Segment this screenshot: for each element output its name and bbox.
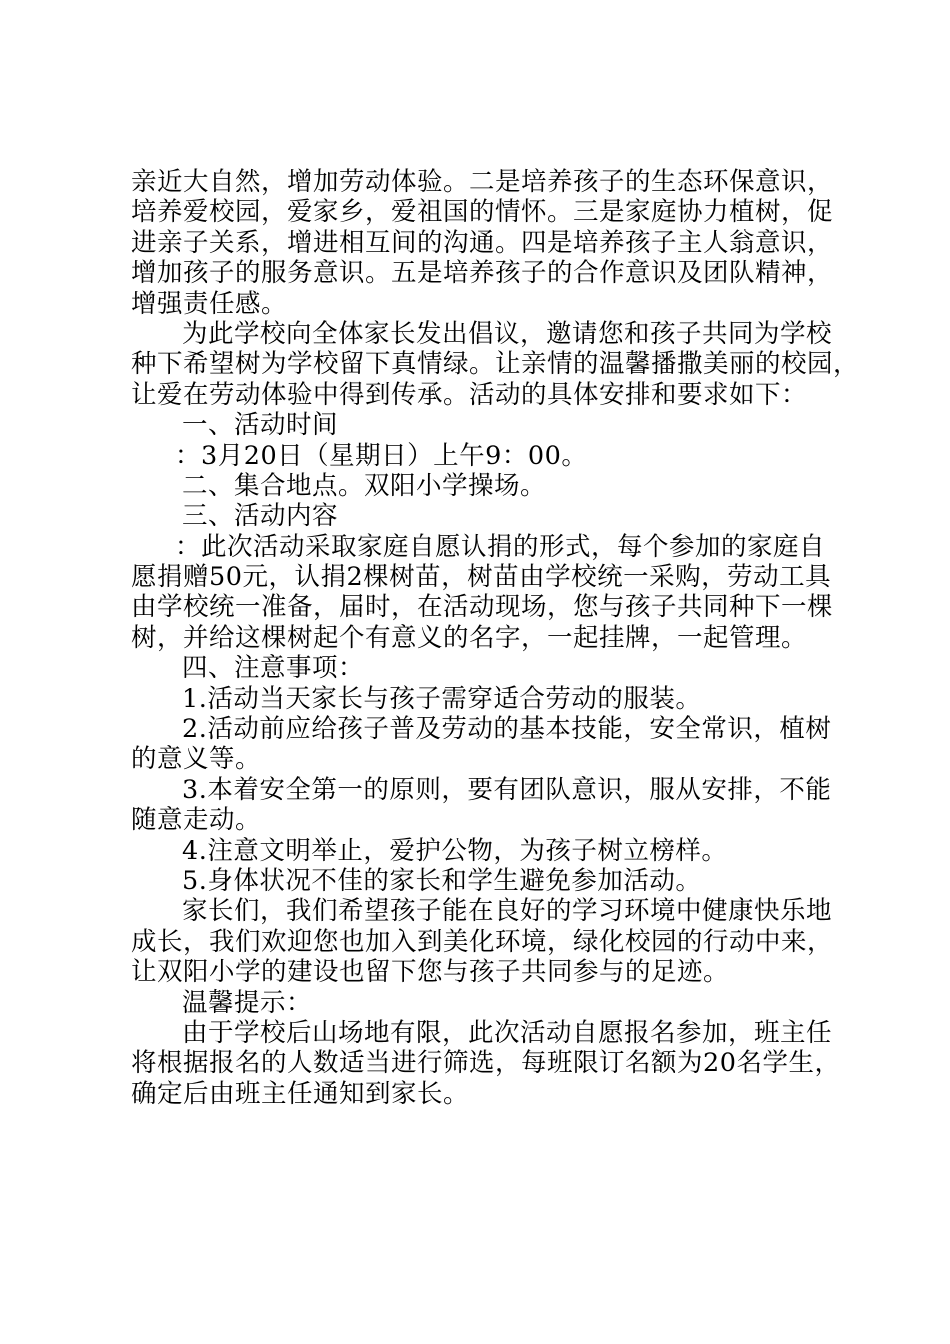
activity-content-line: ：此次活动采取家庭自愿认捐的形式，每个参加的家庭自 xyxy=(175,531,826,562)
document-body xyxy=(131,167,860,1109)
paragraph-start-line: 为此学校向全体家长发出倡议，邀请您和孩子共同为学校 xyxy=(182,318,833,349)
section-heading-content: 三、活动内容 xyxy=(182,501,339,532)
section-heading-location: 二、集合地点。双阳小学操场。 xyxy=(182,470,547,501)
text-line: 成长，我们欢迎您也加入到美化环境，绿化校园的行动中来， xyxy=(131,926,834,957)
text-line: 增加孩子的服务意识。五是培养孩子的合作意识及团队精神， xyxy=(131,258,834,289)
text-line: 的意义等。 xyxy=(131,744,262,775)
text-line: 树，并给这棵树起个有意义的名字，一起挂牌，一起管理。 xyxy=(131,622,808,653)
paragraph-start-line: 家长们，我们希望孩子能在良好的学习环境中健康快乐地 xyxy=(182,896,833,927)
note-item-3: 3.本着安全第一的原则，要有团队意识，服从安排，不能 xyxy=(182,774,832,805)
text-line: 让爱在劳动体验中得到传承。活动的具体安排和要求如下： xyxy=(131,379,808,410)
note-item-5: 5.身体状况不佳的家长和学生避免参加活动。 xyxy=(182,865,702,896)
note-item-4: 4.注意文明举止，爱护公物，为孩子树立榜样。 xyxy=(182,835,728,866)
activity-time-line: ：3月20日（星期日）上午9：00。 xyxy=(175,440,588,471)
text-line: 增强责任感。 xyxy=(131,288,288,319)
section-heading-time: 一、活动时间 xyxy=(182,410,339,441)
note-item-2: 2.活动前应给孩子普及劳动的基本技能，安全常识，植树 xyxy=(182,714,832,745)
paragraph-start-line: 由于学校后山场地有限，此次活动自愿报名参加，班主任 xyxy=(182,1017,833,1048)
text-line: 培养爱校园，爱家乡，爱祖国的情怀。三是家庭协力植树，促 xyxy=(131,197,834,228)
tip-heading: 温馨提示： xyxy=(182,987,313,1018)
text-line: 将根据报名的人数适当进行筛选，每班限订名额为20名学生， xyxy=(131,1048,841,1079)
text-line: 由学校统一准备，届时，在活动现场，您与孩子共同种下一棵 xyxy=(131,592,834,623)
text-line: 让双阳小学的建设也留下您与孩子共同参与的足迹。 xyxy=(131,957,730,988)
text-line: 进亲子关系，增进相互间的沟通。四是培养孩子主人翁意识， xyxy=(131,227,834,258)
note-item-1: 1.活动当天家长与孩子需穿适合劳动的服装。 xyxy=(182,683,702,714)
text-line: 种下希望树为学校留下真情绿。让亲情的温馨播撒美丽的校园， xyxy=(131,349,860,380)
section-heading-notes: 四、注意事项： xyxy=(182,653,365,684)
text-line: 确定后由班主任通知到家长。 xyxy=(131,1078,470,1109)
text-line: 愿捐赠50元，认捐2棵树苗，树苗由学校统一采购，劳动工具 xyxy=(131,562,832,593)
text-line: 随意走动。 xyxy=(131,805,262,836)
text-line: 亲近大自然，增加劳动体验。二是培养孩子的生态环保意识， xyxy=(131,167,834,197)
